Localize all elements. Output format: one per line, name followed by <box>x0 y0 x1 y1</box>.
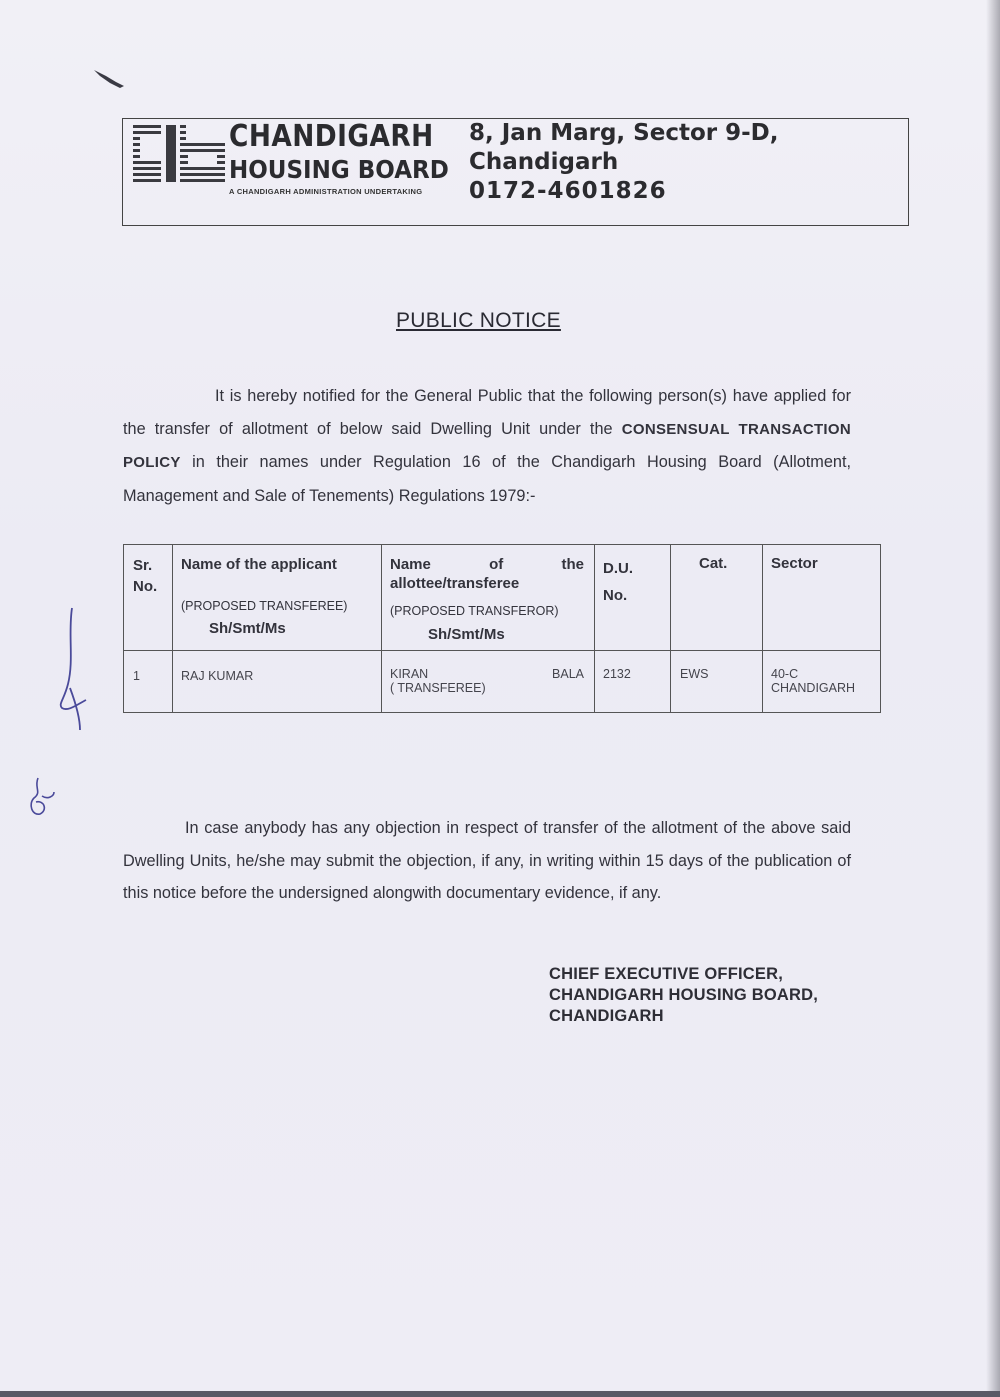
cell-sector: 40-C CHANDIGARH <box>763 651 881 713</box>
letterhead <box>122 118 909 226</box>
cell-sr: 1 <box>124 651 173 713</box>
cell-allottee: KIRAN BALA ( TRANSFEREE) <box>382 651 595 713</box>
header-sector: Sector <box>763 545 881 651</box>
objection-text: In case anybody has any objection in respect of transfer of the allotment of the above said Dwelling Units, he/she may submit the objection, if any, in writing within 15 days of the publication of this notice before the undersigned alongwith documentary evidence, if any. <box>123 819 851 902</box>
ink-speck <box>92 66 128 90</box>
signatory-line1: CHIEF EXECUTIVE OFFICER, <box>549 965 783 983</box>
signatory-line3: CHANDIGARH <box>549 1007 664 1025</box>
org-tagline: A CHANDIGARH ADMINISTRATION UNDERTAKING <box>229 187 423 196</box>
table-header-row <box>124 545 881 651</box>
cell-cat: EWS <box>671 651 763 713</box>
transfer-table <box>123 544 881 713</box>
address-line1: 8, Jan Marg, Sector 9-D, <box>469 120 779 146</box>
notice-title: PUBLIC NOTICE <box>396 309 561 332</box>
margin-initials-mark <box>54 604 94 734</box>
chb-logo-icon <box>133 125 225 183</box>
scan-edge <box>986 0 1000 1397</box>
scan-bottom-edge <box>0 1391 1000 1397</box>
header-cat: Cat. <box>671 545 763 651</box>
address-line2: Chandigarh <box>469 149 619 175</box>
policy-name: CONSENSUAL TRANSACTION POLICY <box>123 420 851 471</box>
cell-applicant: RAJ KUMAR <box>173 651 382 713</box>
intro-text-after: in their names under Regulation 16 of the Chandigarh Housing Board (Allotment, Management and Sale of Tenements) Regulations 1979:- <box>123 453 851 505</box>
org-name-line1: CHANDIGARH <box>229 119 434 154</box>
header-allottee: Name of the allottee/transferee (PROPOSED TRANSFEROR) Sh/Smt/Ms <box>382 545 595 651</box>
phone-number: 0172-4601826 <box>469 178 667 204</box>
table-row <box>124 651 881 713</box>
header-du: D.U. No. <box>595 545 671 651</box>
org-name-line2: HOUSING BOARD <box>229 155 449 184</box>
cell-du: 2132 <box>595 651 671 713</box>
intro-paragraph <box>123 380 851 512</box>
header-applicant: Name of the applicant (PROPOSED TRANSFEREE) Sh/Smt/Ms <box>173 545 382 651</box>
signatory-line2: CHANDIGARH HOUSING BOARD, <box>549 986 818 1004</box>
margin-signature-mark <box>24 776 58 820</box>
header-sr: Sr. No. <box>124 545 173 651</box>
objection-paragraph <box>123 812 851 910</box>
intro-text-before: It is hereby notified for the General Public that the following person(s) have applied for the transfer of allotment of below said Dwelling Unit under the <box>123 387 851 438</box>
